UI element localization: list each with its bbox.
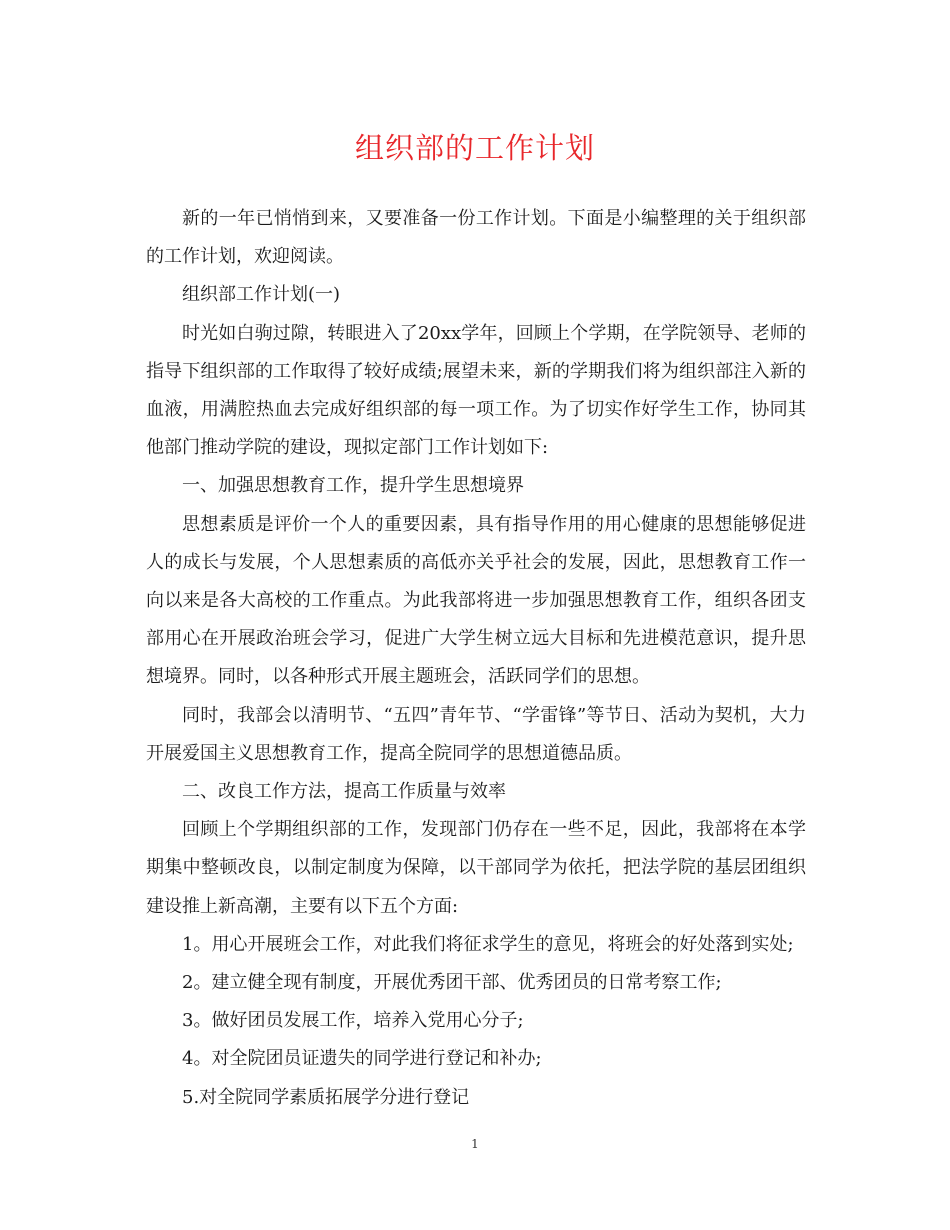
intro-paragraph: 新的一年已悄悄到来，又要准备一份工作计划。下面是小编整理的关于组织部的工作计划，欢迎阅读。 <box>146 208 806 268</box>
list-item: 2。建立健全现有制度，开展优秀团干部、优秀团员的日常考察工作; <box>182 972 722 994</box>
list-item: 3。做好团员发展工作，培养入党用心分子; <box>182 1010 524 1032</box>
body-paragraph: 思想素质是评价一个人的重要因素，具有指导作用的用心健康的思想能够促进人的成长与发展，个人思想素质的高低亦关乎社会的发展，因此，思想教育工作一向以来是各大高校的工作重点。为此我部将进一步加强思想教育工作，组织各团支部用心在开展政治班会学习，促进广大学生树立远大目标和先进模范意识，提升思想境界。同时，以各种形式开展主题班会，活跃同学们的思想。 <box>146 513 806 688</box>
section-heading-plan-one: 组织部工作计划(一) <box>182 284 341 306</box>
list-item: 1。用心开展班会工作，对此我们将征求学生的意见，将班会的好处落到实处; <box>182 933 794 955</box>
page-number: 1 <box>471 1137 479 1151</box>
document-title: 组织部的工作计划 <box>354 131 595 165</box>
section-heading-methods: 二、改良工作方法，提高工作质量与效率 <box>182 781 506 803</box>
list-item: 4。对全院团员证遗失的同学进行登记和补办; <box>182 1048 542 1070</box>
body-paragraph: 时光如白驹过隙，转眼进入了20xx学年，回顾上个学期，在学院领导、老师的指导下组织部的工作取得了较好成绩;展望未来，新的学期我们将为组织部注入新的血液，用满腔热血去完成好组织部的每一项工作。为了切实作好学生工作，协同其他部门推动学院的建设，现拟定部门工作计划如下: <box>146 322 806 459</box>
document-body <box>146 200 806 1117</box>
body-paragraph: 同时，我部会以清明节、“五四”青年节、“学雷锋”等节日、活动为契机，大力开展爱国主义思想教育工作，提高全院同学的思想道德品质。 <box>146 704 806 764</box>
section-heading-ideology: 一、加强思想教育工作，提升学生思想境界 <box>182 475 524 497</box>
body-paragraph: 回顾上个学期组织部的工作，发现部门仍存在一些不足，因此，我部将在本学期集中整顿改良，以制定制度为保障，以干部同学为依托，把法学院的基层团组织建设推上新高潮，主要有以下五个方面: <box>146 819 806 917</box>
list-item: 5.对全院同学素质拓展学分进行登记 <box>182 1086 470 1108</box>
